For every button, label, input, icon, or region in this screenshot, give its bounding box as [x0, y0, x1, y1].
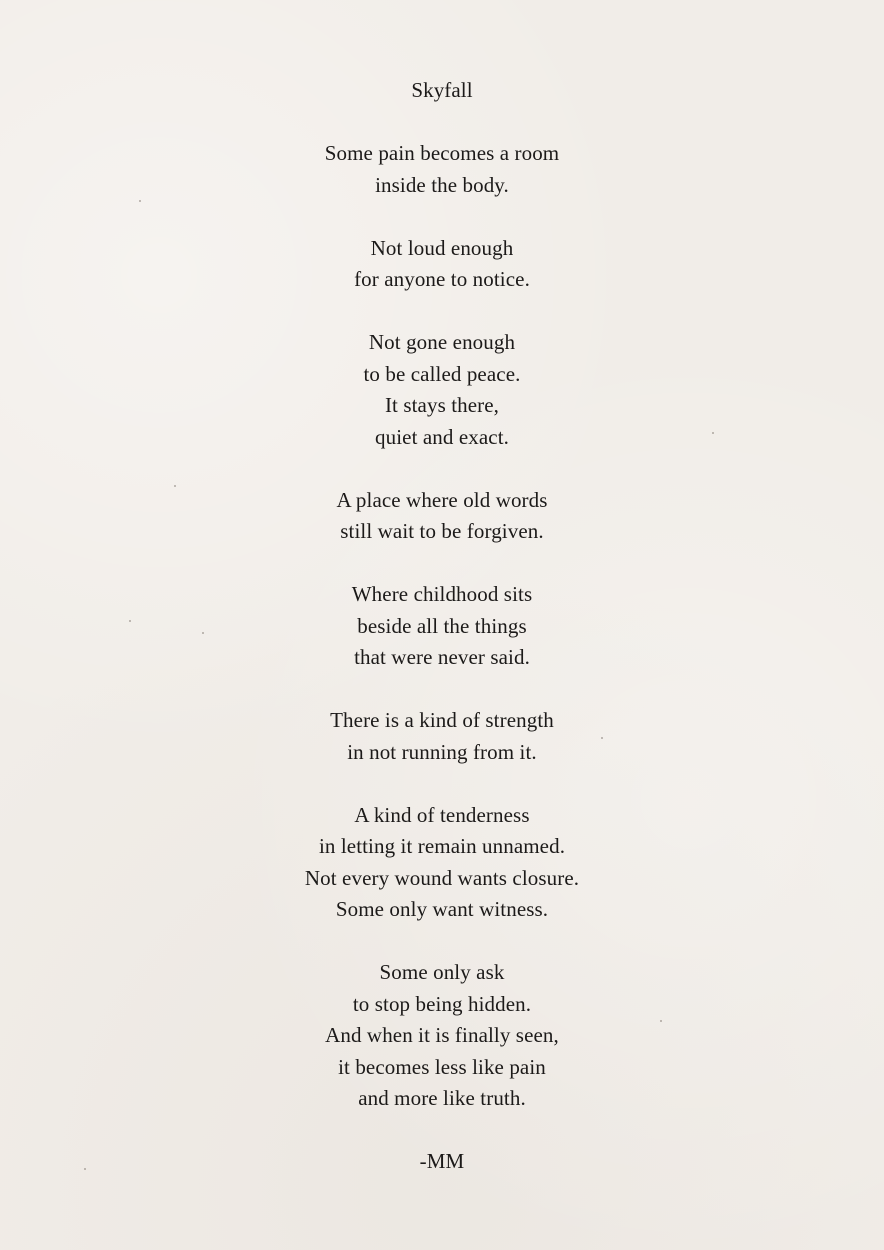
stanza-break — [0, 201, 884, 233]
poem-line: Some pain becomes a room — [324, 141, 560, 165]
poem-line: Not gone enough — [368, 330, 516, 354]
poem-line: that were never said. — [354, 645, 530, 669]
poem-line: It stays there, — [384, 393, 500, 417]
poem-line: in not running from it. — [347, 739, 537, 764]
poem-title: Skyfall — [411, 78, 473, 102]
poem-line: to be called peace. — [363, 361, 521, 386]
poem-line: still wait to be forgiven. — [340, 519, 544, 543]
stanza-break — [0, 548, 884, 580]
poem-line: There is a kind of strength — [330, 708, 554, 732]
poem-line: quiet and exact. — [375, 424, 509, 449]
poem-line: Not every wound wants closure. — [304, 865, 580, 890]
poem-line: A kind of tenderness — [354, 802, 530, 827]
stanza-break — [0, 674, 884, 706]
stanza-break — [0, 768, 884, 800]
stanza-break — [0, 453, 884, 485]
poem-line: for anyone to notice. — [354, 267, 530, 291]
stanza-3 — [0, 327, 884, 453]
poem-line: Where childhood sits — [351, 582, 533, 606]
stanza-break — [0, 1115, 884, 1147]
poem-line: And when it is finally seen, — [325, 1023, 559, 1047]
stanza-6 — [0, 705, 884, 768]
poem — [0, 75, 884, 1178]
stanza-break — [0, 926, 884, 958]
stanza-8 — [0, 957, 884, 1115]
poem-line: to stop being hidden. — [352, 991, 532, 1016]
poem-signature: -MM — [419, 1149, 465, 1173]
poem-line: Not loud enough — [370, 235, 514, 260]
stanza-break — [0, 107, 884, 139]
poem-line: A place where old words — [336, 487, 548, 512]
poem-line: Some only want witness. — [335, 897, 549, 921]
stanza-4 — [0, 485, 884, 548]
stanza-5 — [0, 579, 884, 674]
poem-line: inside the body. — [375, 172, 509, 197]
poem-line: it becomes less like pain — [338, 1054, 546, 1079]
poem-line: beside all the things — [357, 613, 527, 638]
poem-line: in letting it remain unnamed. — [318, 834, 566, 858]
stanza-break — [0, 296, 884, 328]
stanza-2 — [0, 233, 884, 296]
stanza-1 — [0, 138, 884, 201]
poem-line: and more like truth. — [358, 1086, 526, 1110]
stanza-7 — [0, 800, 884, 926]
poem-line: Some only ask — [379, 960, 505, 984]
